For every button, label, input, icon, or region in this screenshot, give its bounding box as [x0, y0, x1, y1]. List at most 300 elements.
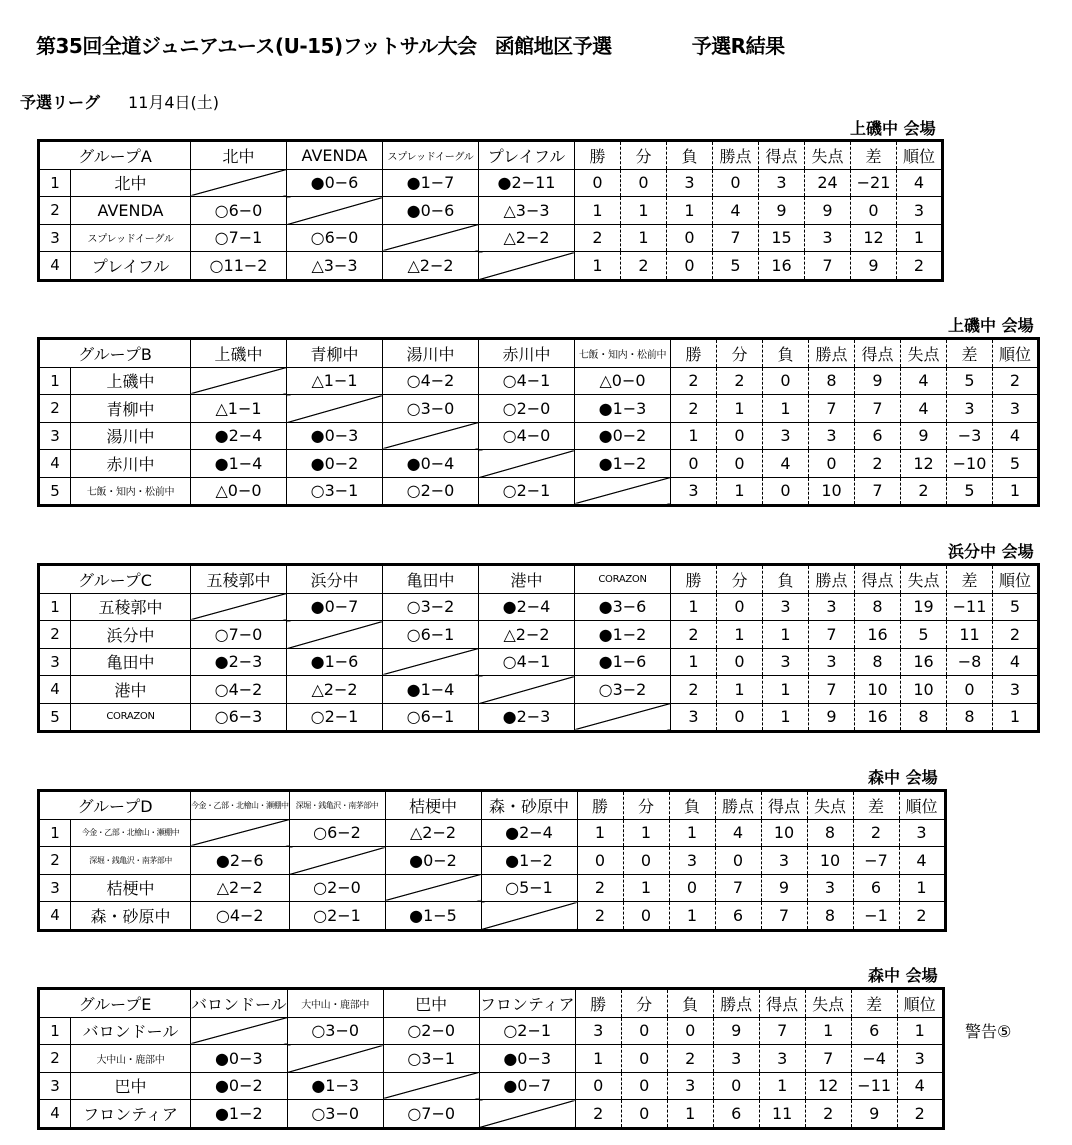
warning-note: 警告⑤: [965, 1022, 1012, 1041]
match-result: ○4−1: [479, 367, 575, 395]
self-match-cell: [479, 450, 575, 478]
stat-value: 2: [575, 224, 621, 252]
stat-value: 3: [993, 676, 1039, 704]
table-row: [39, 847, 946, 875]
stat-value: 7: [805, 1045, 851, 1073]
team-name: 五稜郭中: [71, 593, 191, 621]
stat-value: 2: [577, 902, 623, 931]
stat-value: 8: [807, 902, 853, 931]
match-result: △2−2: [479, 621, 575, 649]
stat-value: 10: [901, 676, 947, 704]
stat-value: 16: [855, 703, 901, 732]
stat-value: 3: [805, 224, 851, 252]
stat-value: 0: [623, 902, 669, 931]
team-name: 桔梗中: [71, 874, 191, 902]
row-number: 1: [39, 593, 71, 621]
match-result: △2−2: [479, 224, 575, 252]
stat-value: 3: [759, 169, 805, 197]
stat-value: 2: [717, 367, 763, 395]
stat-value: 3: [669, 847, 715, 875]
match-result: ○3−2: [383, 593, 479, 621]
stat-value: 4: [901, 395, 947, 423]
match-result: ○7−0: [191, 621, 287, 649]
stat-header: 失点: [805, 989, 851, 1018]
stat-value: 2: [855, 450, 901, 478]
standings-table-b: [37, 337, 1040, 507]
standings-table-c: [37, 563, 1040, 733]
venue-label: 上磯中 会場: [948, 316, 1034, 335]
opponent-header: フロンティア: [479, 989, 575, 1018]
match-result: ●0−7: [287, 593, 383, 621]
match-result: ○11−2: [191, 252, 287, 281]
stat-value: 5: [947, 477, 993, 506]
row-number: 2: [39, 847, 71, 875]
match-result: ○6−0: [191, 197, 287, 225]
stat-header: 分: [717, 565, 763, 594]
stat-header: 失点: [807, 791, 853, 820]
team-name: 大中山・鹿部中: [71, 1045, 191, 1073]
match-result: ○2−1: [287, 703, 383, 732]
stat-value: 1: [669, 819, 715, 847]
stat-value: 1: [671, 422, 717, 450]
stat-value: 4: [993, 422, 1039, 450]
stat-header: 勝点: [809, 339, 855, 368]
stat-value: 4: [763, 450, 809, 478]
stat-header: 得点: [855, 565, 901, 594]
match-result: ●0−3: [191, 1045, 288, 1073]
stat-value: 6: [713, 1100, 759, 1129]
stat-value: 1: [759, 1072, 805, 1100]
stat-value: 1: [575, 252, 621, 281]
self-match-cell: [191, 819, 290, 847]
stat-header: 得点: [759, 989, 805, 1018]
match-result: ●1−3: [575, 395, 671, 423]
row-number: 2: [39, 621, 71, 649]
team-name: 赤川中: [71, 450, 191, 478]
opponent-header: 湯川中: [383, 339, 479, 368]
stat-value: 5: [993, 450, 1039, 478]
stat-value: −7: [853, 847, 899, 875]
stat-value: 2: [853, 819, 899, 847]
group-name: グループC: [39, 565, 191, 594]
team-name: CORAZON: [71, 703, 191, 732]
stat-header: 得点: [759, 141, 805, 170]
stat-value: 2: [667, 1045, 713, 1073]
self-match-cell: [287, 197, 383, 225]
table-row: [39, 169, 943, 197]
stat-value: 2: [671, 367, 717, 395]
stat-value: 9: [805, 197, 851, 225]
team-name: スプレッドイーグル: [71, 224, 191, 252]
match-result: ○3−0: [287, 1100, 383, 1129]
stat-value: 1: [763, 676, 809, 704]
stat-value: 0: [575, 169, 621, 197]
league-label: 予選リーグ: [20, 93, 101, 112]
self-match-cell: [479, 676, 575, 704]
stat-value: 19: [901, 593, 947, 621]
opponent-header: 七飯・知内・松前中: [575, 339, 671, 368]
stat-header: 勝: [575, 141, 621, 170]
stat-value: 1: [621, 224, 667, 252]
stat-value: 4: [901, 367, 947, 395]
stat-value: 0: [667, 224, 713, 252]
match-result: ●0−3: [479, 1045, 575, 1073]
table-header-row: [39, 989, 944, 1018]
stat-value: 6: [853, 874, 899, 902]
match-result: △2−2: [385, 819, 481, 847]
stat-header: 失点: [805, 141, 851, 170]
table-header-row: [39, 339, 1039, 368]
team-name: 七飯・知内・松前中: [71, 477, 191, 506]
match-result: ●2−6: [191, 847, 290, 875]
stat-value: 3: [713, 1045, 759, 1073]
stat-value: −1: [853, 902, 899, 931]
opponent-header: 港中: [479, 565, 575, 594]
standings-table-d: [37, 789, 947, 932]
stat-value: 3: [671, 477, 717, 506]
match-result: △0−0: [191, 477, 287, 506]
stat-value: 9: [809, 703, 855, 732]
stat-value: 1: [897, 1017, 943, 1045]
opponent-header: CORAZON: [575, 565, 671, 594]
row-number: 5: [39, 703, 71, 732]
stat-value: 16: [855, 621, 901, 649]
team-name: 深堀・銭亀沢・南茅部中: [71, 847, 191, 875]
match-result: ●0−4: [383, 450, 479, 478]
stat-value: 10: [761, 819, 807, 847]
stat-value: 3: [667, 169, 713, 197]
stat-value: 9: [851, 1100, 897, 1129]
stat-value: 0: [621, 169, 667, 197]
match-result: ●2−3: [191, 648, 287, 676]
table-row: [39, 593, 1039, 621]
stat-header: 失点: [901, 339, 947, 368]
stat-value: 4: [713, 197, 759, 225]
match-result: ○5−1: [481, 874, 577, 902]
match-result: △0−0: [575, 367, 671, 395]
match-result: ●0−2: [191, 1072, 288, 1100]
stat-value: 5: [901, 621, 947, 649]
match-result: ●2−4: [481, 819, 577, 847]
stat-value: 3: [993, 395, 1039, 423]
stat-value: 3: [807, 874, 853, 902]
stat-value: 9: [761, 874, 807, 902]
stat-value: 3: [763, 648, 809, 676]
stat-value: 3: [671, 703, 717, 732]
stat-value: 24: [805, 169, 851, 197]
stat-header: 差: [947, 565, 993, 594]
stat-value: 1: [623, 819, 669, 847]
stat-value: 2: [899, 902, 945, 931]
match-result: ○4−2: [191, 902, 290, 931]
stat-value: 7: [805, 252, 851, 281]
self-match-cell: [383, 648, 479, 676]
match-result: ●0−6: [287, 169, 383, 197]
stat-value: 10: [807, 847, 853, 875]
table-header-row: [39, 791, 946, 820]
stat-header: 差: [851, 141, 897, 170]
stat-value: 0: [623, 847, 669, 875]
stat-value: 7: [761, 902, 807, 931]
team-name: 巴中: [71, 1072, 191, 1100]
row-number: 4: [39, 902, 71, 931]
stat-value: 2: [577, 874, 623, 902]
venue-label: 森中 会場: [868, 966, 938, 985]
match-result: ○2−1: [479, 477, 575, 506]
stat-value: 9: [759, 197, 805, 225]
stat-value: 0: [851, 197, 897, 225]
opponent-header: AVENDA: [287, 141, 383, 170]
stat-value: 1: [669, 902, 715, 931]
row-number: 3: [39, 422, 71, 450]
stat-header: 分: [621, 989, 667, 1018]
stat-value: −3: [947, 422, 993, 450]
self-match-cell: [287, 621, 383, 649]
stat-value: 2: [993, 621, 1039, 649]
opponent-header: 上磯中: [191, 339, 287, 368]
table-row: [39, 477, 1039, 506]
stat-value: −4: [851, 1045, 897, 1073]
stat-value: 2: [575, 1100, 621, 1129]
row-number: 1: [39, 169, 71, 197]
stat-header: 負: [763, 339, 809, 368]
table-row: [39, 367, 1039, 395]
match-result: ○6−1: [383, 621, 479, 649]
stat-value: 9: [713, 1017, 759, 1045]
stat-value: 16: [759, 252, 805, 281]
self-match-cell: [575, 703, 671, 732]
opponent-header: 浜分中: [287, 565, 383, 594]
stat-header: 分: [717, 339, 763, 368]
stat-value: 10: [809, 477, 855, 506]
stat-value: 1: [575, 1045, 621, 1073]
self-match-cell: [479, 252, 575, 281]
match-result: ○2−0: [383, 477, 479, 506]
team-name: 浜分中: [71, 621, 191, 649]
stat-value: 0: [809, 450, 855, 478]
stat-value: 0: [575, 1072, 621, 1100]
stat-value: 3: [947, 395, 993, 423]
team-name: 森・砂原中: [71, 902, 191, 931]
team-name: 上磯中: [71, 367, 191, 395]
stat-value: 0: [715, 847, 761, 875]
stat-value: 8: [809, 367, 855, 395]
row-number: 1: [39, 367, 71, 395]
match-result: ●1−4: [383, 676, 479, 704]
stat-header: 順位: [993, 339, 1039, 368]
row-number: 2: [39, 1045, 71, 1073]
stat-value: 11: [759, 1100, 805, 1129]
match-result: ○6−3: [191, 703, 287, 732]
stat-value: 0: [947, 676, 993, 704]
stat-header: 順位: [899, 791, 945, 820]
match-result: ●2−11: [479, 169, 575, 197]
stat-value: 2: [671, 395, 717, 423]
stat-value: 0: [717, 648, 763, 676]
opponent-header: 大中山・鹿部中: [287, 989, 383, 1018]
self-match-cell: [191, 593, 287, 621]
match-result: ●0−6: [383, 197, 479, 225]
stat-value: 0: [669, 874, 715, 902]
table-row: [39, 252, 943, 281]
opponent-header: 亀田中: [383, 565, 479, 594]
stat-value: 12: [851, 224, 897, 252]
stat-value: 2: [671, 676, 717, 704]
stat-header: 順位: [897, 141, 943, 170]
stat-value: 0: [667, 1017, 713, 1045]
stat-value: 4: [899, 847, 945, 875]
opponent-header: 赤川中: [479, 339, 575, 368]
stat-header: 負: [669, 791, 715, 820]
row-number: 3: [39, 648, 71, 676]
stat-value: −10: [947, 450, 993, 478]
result-title: 予選R結果: [691, 34, 785, 58]
stat-value: 8: [901, 703, 947, 732]
match-result: ○3−2: [575, 676, 671, 704]
stat-value: 0: [717, 450, 763, 478]
stat-value: 0: [713, 169, 759, 197]
row-number: 2: [39, 395, 71, 423]
stat-header: 負: [763, 565, 809, 594]
stat-value: −11: [851, 1072, 897, 1100]
table-row: [39, 395, 1039, 423]
match-result: ●1−6: [575, 648, 671, 676]
stat-value: 3: [809, 422, 855, 450]
match-result: ○2−0: [289, 874, 385, 902]
opponent-header: 深堀・銭亀沢・南茅部中: [289, 791, 385, 820]
stat-value: 1: [763, 703, 809, 732]
stat-value: 6: [855, 422, 901, 450]
stat-value: 0: [621, 1017, 667, 1045]
stat-value: 0: [621, 1100, 667, 1129]
stat-value: 6: [715, 902, 761, 931]
stat-value: 7: [809, 395, 855, 423]
stat-header: 勝: [671, 339, 717, 368]
stat-value: 1: [899, 874, 945, 902]
table-row: [39, 703, 1039, 732]
self-match-cell: [479, 1100, 575, 1129]
match-result: ○6−0: [287, 224, 383, 252]
stat-value: 8: [807, 819, 853, 847]
table-row: [39, 621, 1039, 649]
match-result: △2−2: [287, 676, 383, 704]
stat-value: −8: [947, 648, 993, 676]
stat-value: 3: [763, 422, 809, 450]
stat-value: 0: [713, 1072, 759, 1100]
stat-value: 8: [947, 703, 993, 732]
match-result: △1−1: [191, 395, 287, 423]
stat-header: 勝点: [713, 141, 759, 170]
team-name: 亀田中: [71, 648, 191, 676]
opponent-header: 青柳中: [287, 339, 383, 368]
table-row: [39, 197, 943, 225]
self-match-cell: [383, 1072, 479, 1100]
self-match-cell: [383, 224, 479, 252]
stat-value: 4: [897, 1072, 943, 1100]
venue-label: 森中 会場: [868, 768, 938, 787]
stat-value: 11: [947, 621, 993, 649]
stat-value: 7: [855, 395, 901, 423]
stat-value: 0: [621, 1045, 667, 1073]
table-row: [39, 450, 1039, 478]
row-number: 2: [39, 197, 71, 225]
stat-value: 5: [947, 367, 993, 395]
stat-header: 勝: [577, 791, 623, 820]
row-number: 4: [39, 252, 71, 281]
match-result: ○3−0: [383, 395, 479, 423]
stat-value: 1: [763, 395, 809, 423]
self-match-cell: [287, 395, 383, 423]
stat-value: 2: [993, 367, 1039, 395]
match-result: △1−1: [287, 367, 383, 395]
league-subheading: [20, 90, 219, 113]
match-result: ○4−2: [383, 367, 479, 395]
table-row: [39, 1100, 944, 1129]
team-name: プレイフル: [71, 252, 191, 281]
stat-value: 1: [671, 593, 717, 621]
stat-header: 勝: [575, 989, 621, 1018]
team-name: 湯川中: [71, 422, 191, 450]
stat-value: 0: [763, 367, 809, 395]
match-result: ●0−2: [575, 422, 671, 450]
row-number: 1: [39, 1017, 71, 1045]
stat-value: 1: [763, 621, 809, 649]
standings-table-e: [37, 987, 945, 1130]
stat-value: 4: [993, 648, 1039, 676]
self-match-cell: [289, 847, 385, 875]
team-name: フロンティア: [71, 1100, 191, 1129]
stat-value: 7: [809, 676, 855, 704]
match-result: ●1−7: [383, 169, 479, 197]
stat-value: 1: [897, 224, 943, 252]
stat-value: 3: [763, 593, 809, 621]
stat-value: 3: [897, 197, 943, 225]
opponent-header: 森・砂原中: [481, 791, 577, 820]
table-row: [39, 902, 946, 931]
team-name: 青柳中: [71, 395, 191, 423]
stat-value: 1: [667, 197, 713, 225]
page-title: [36, 30, 785, 59]
match-result: ○3−1: [287, 477, 383, 506]
row-number: 3: [39, 874, 71, 902]
stat-header: 勝点: [715, 791, 761, 820]
self-match-cell: [575, 477, 671, 506]
table-row: [39, 224, 943, 252]
self-match-cell: [191, 169, 287, 197]
stat-value: 1: [717, 621, 763, 649]
stat-value: 3: [897, 1045, 943, 1073]
self-match-cell: [191, 1017, 288, 1045]
stat-value: 0: [717, 703, 763, 732]
stat-value: 1: [993, 703, 1039, 732]
match-result: ○6−2: [289, 819, 385, 847]
row-number: 3: [39, 1072, 71, 1100]
match-result: ●1−2: [575, 621, 671, 649]
stat-header: 負: [667, 989, 713, 1018]
stat-value: 1: [671, 648, 717, 676]
stat-value: 2: [621, 252, 667, 281]
table-row: [39, 648, 1039, 676]
stat-header: 分: [621, 141, 667, 170]
match-result: ○3−0: [287, 1017, 383, 1045]
stat-value: 4: [715, 819, 761, 847]
row-number: 4: [39, 450, 71, 478]
stat-value: 5: [713, 252, 759, 281]
match-result: ●0−2: [385, 847, 481, 875]
opponent-header: スプレッドイーグル: [383, 141, 479, 170]
tournament-title: 第35回全道ジュニアユース(U-15)フットサル大会: [36, 34, 477, 58]
match-result: △3−3: [479, 197, 575, 225]
